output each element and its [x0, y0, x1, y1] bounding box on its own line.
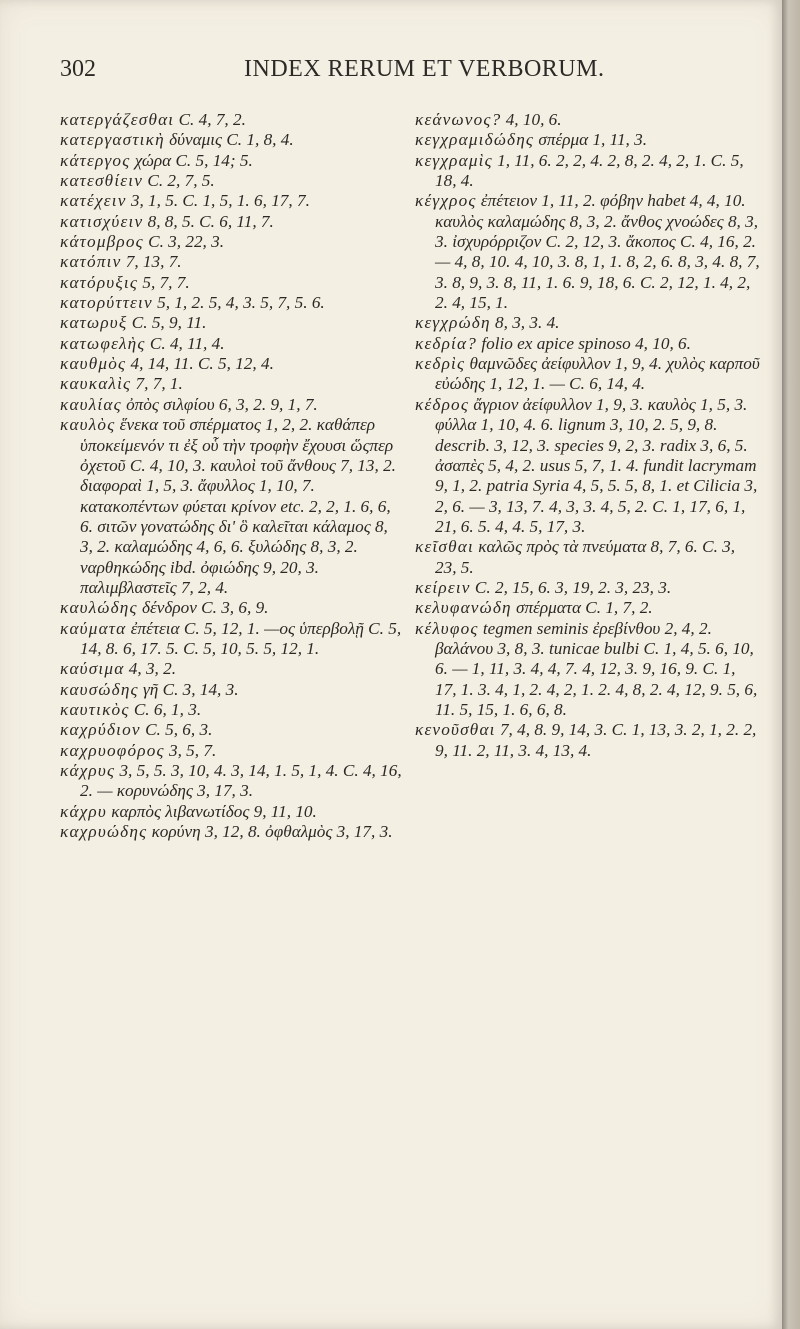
entry-lemma: κατεσθίειν: [60, 171, 144, 191]
entry-references: ἕνεκα τοῦ σπέρματος 1, 2, 2. καθάπερ ὑποκείμενόν τι ἐξ οὗ τὴν τροφὴν ἔχουσι ὥςπερ ὀχετοῦ C. 4, 10, 3. καυλοὶ τοῦ ἄνθους 7, 13, 2. διαφοραὶ 1, 5, 3. ἄφυλλος 1, 10, 7. κατακοπέντων φύεται κρίνον etc. 2, 2, 1. 6, 6, 6. σιτῶν γονατώδης δι' ὃ καλεῖται κάλαμος 8, 3, 2. καλαμώδης 4, 6, 6. ξυλώδης 8, 3, 2. ναρθηκώδης ibd. ὀφιώδης 9, 20, 3. παλιμβλαστεῖς 7, 2, 4.: [80, 415, 396, 597]
entry-lemma: κατορύττειν: [60, 293, 153, 313]
index-entry: [60, 334, 405, 354]
entry-lemma: κέλυφος: [415, 618, 479, 638]
entry-references: δύναμις C. 1, 8, 4.: [169, 130, 294, 150]
entry-references: 3, 1, 5. C. 1, 5, 1. 6, 17, 7.: [130, 191, 310, 211]
index-entry: [60, 598, 405, 618]
entry-lemma: κατέχειν: [60, 191, 127, 211]
entry-lemma: κάτομβρος: [60, 232, 144, 252]
index-entry: [60, 130, 405, 150]
entry-lemma: κατόπιν: [60, 252, 122, 272]
index-entry: [415, 334, 760, 354]
entry-lemma: κάτεργος: [60, 150, 131, 170]
index-column-left: [60, 110, 405, 842]
index-entry: [60, 720, 405, 740]
index-entry: [60, 395, 405, 415]
entry-references: C. 2, 7, 5.: [147, 171, 215, 191]
entry-references: 1, 11, 6. 2, 2, 4. 2, 8, 2. 4, 2, 1. C. 5, 18, 4.: [435, 150, 744, 191]
entry-lemma: κατόρυξις: [60, 272, 139, 292]
entry-references: C. 3, 22, 3.: [148, 232, 225, 252]
entry-references: γῆ C. 3, 14, 3.: [143, 679, 239, 699]
page-number: 302: [60, 56, 96, 82]
entry-references: σπέρματα C. 1, 7, 2.: [516, 598, 653, 618]
entry-references: δένδρον C. 3, 6, 9.: [141, 598, 269, 618]
index-entry: [60, 171, 405, 191]
index-entry: [60, 761, 405, 802]
entry-lemma: καχρυώδης: [60, 822, 148, 842]
index-entry: [415, 619, 760, 721]
index-entry: [415, 130, 760, 150]
entry-lemma: κέγχρος: [415, 191, 477, 211]
index-entry: [60, 619, 405, 660]
entry-lemma: κατεργαστικὴ: [60, 130, 165, 150]
entry-lemma: κάχρυ: [60, 801, 107, 821]
entry-lemma: καυλίας: [60, 394, 122, 414]
running-header: [60, 56, 760, 96]
entry-references: C. 5, 6, 3.: [145, 720, 213, 740]
entry-references: καρπὸς λιβανωτίδος 9, 11, 10.: [111, 801, 317, 821]
entry-lemma: κείρειν: [415, 577, 471, 597]
entry-lemma: καυλώδης: [60, 598, 138, 618]
entry-references: 7, 7, 1.: [135, 374, 183, 394]
entry-lemma: κεγχραμιδώδης: [415, 130, 535, 150]
entry-lemma: κεγχραμὶς: [415, 150, 493, 170]
entry-references: χώρα C. 5, 14; 5.: [134, 150, 253, 170]
entry-references: folio ex apice spinoso 4, 10, 6.: [481, 333, 691, 353]
index-entry: [415, 537, 760, 578]
entry-lemma: καχρύδιον: [60, 720, 141, 740]
entry-references: 4, 10, 6.: [505, 110, 562, 129]
index-entry: [60, 252, 405, 272]
index-entry: [415, 110, 760, 130]
index-entry: [60, 212, 405, 232]
entry-references: C. 2, 15, 6. 3, 19, 2. 3, 23, 3.: [474, 577, 672, 597]
entry-lemma: καύσιμα: [60, 659, 125, 679]
entry-lemma: κατωρυξ: [60, 313, 128, 333]
entry-references: ἐπέτειον 1, 11, 2. φόβην habet 4, 4, 10. καυλὸς καλαμώδης 8, 3, 2. ἄνθος χνοώδες 8, 3, 3. ἰσχυρόρριζον C. 2, 12, 3. ἄκοπος C. 4, 16, 2. — 4, 8, 10. 4, 10, 3. 8, 1, 1. 8, 2, 6. 8, 3, 4. 8, 7, 3. 8, 9, 3. 8, 11, 1. 6. 9, 18, 6. C. 2, 12, 1. 4, 2, 2. 4, 15, 1.: [435, 191, 760, 313]
entry-lemma: καυτικὸς: [60, 699, 130, 719]
entry-references: θαμνῶδες ἀείφυλλον 1, 9, 4. χυλὸς καρποῦ εὐώδης 1, 12, 1. — C. 6, 14, 4.: [435, 354, 760, 394]
entry-lemma: κελυφανώδη: [415, 598, 512, 618]
entry-lemma: κεδρὶς: [415, 354, 466, 374]
index-entry: [415, 578, 760, 598]
index-entry: [60, 802, 405, 822]
entry-references: 8, 3, 3. 4.: [495, 313, 560, 333]
entry-lemma: κεάνωνος?: [415, 110, 502, 129]
entry-references: καλῶς πρὸς τὰ πνεύματα 8, 7, 6. C. 3, 23, 5.: [435, 537, 736, 577]
entry-lemma: κατεργάζεσθαι: [60, 110, 175, 129]
entry-references: 5, 7, 7.: [142, 272, 190, 292]
index-entry: [60, 822, 405, 842]
entry-references: 4, 14, 11. C. 5, 12, 4.: [130, 354, 274, 374]
index-column-right: [415, 110, 760, 761]
entry-lemma: καυλὸς: [60, 415, 116, 435]
entry-lemma: κάχρυς: [60, 761, 116, 780]
entry-references: κορύνη 3, 12, 8. ὀφθαλμὸς 3, 17, 3.: [151, 822, 393, 842]
index-entry: [415, 191, 760, 313]
index-entry: [60, 151, 405, 171]
entry-references: ἄγριον ἀείφυλλον 1, 9, 3. καυλὸς 1, 5, 3. φύλλα 1, 10, 4. 6. lignum 3, 10, 2. 5, 9, 8. describ. 3, 12, 3. species 9, 2, 3. radix 3, 6, 5. ἀσαπὲς 5, 4, 2. usus 5, 7, 1. 4. fundit lacrymam 9, 1, 2. patria Syria 4, 5, 5. 5, 8, 1. et Cilicia 3, 2, 6. — 3, 13, 7. 4, 3, 3. 4, 5, 2. C. 1, 17, 6, 1, 21, 6. 5. 4, 4. 5, 17, 3.: [435, 394, 758, 536]
index-entry: [60, 273, 405, 293]
entry-lemma: κενοῦσθαι: [415, 720, 496, 740]
entry-lemma: κεῖσθαι: [415, 537, 474, 557]
index-entry: [60, 680, 405, 700]
entry-lemma: καυθμὸς: [60, 354, 127, 374]
index-entry: [415, 598, 760, 618]
index-entry: [60, 659, 405, 679]
running-title: INDEX RERUM ET VERBORUM.: [244, 56, 605, 82]
entry-lemma: κεγχρώδη: [415, 313, 491, 333]
entry-lemma: κατωφελὴς: [60, 333, 146, 353]
index-entry: [415, 354, 760, 395]
index-entry: [415, 151, 760, 192]
entry-references: σπέρμα 1, 11, 3.: [538, 130, 648, 150]
entry-references: 7, 13, 7.: [125, 252, 182, 272]
page-edge: [782, 0, 800, 1329]
index-entry: [415, 313, 760, 333]
entry-references: C. 4, 7, 2.: [178, 110, 246, 129]
entry-lemma: καύματα: [60, 618, 127, 638]
index-entry: [60, 232, 405, 252]
index-entry: [60, 191, 405, 211]
entry-lemma: καχρυοφόρος: [60, 740, 165, 760]
entry-lemma: καυσώδης: [60, 679, 139, 699]
entry-lemma: κέδρος: [415, 394, 470, 414]
entry-references: 3, 5, 5. 3, 10, 4. 3, 14, 1. 5, 1, 4. C. 4, 16, 2. — κορυνώδης 3, 17, 3.: [80, 761, 402, 801]
index-entry: [60, 110, 405, 130]
index-entry: [60, 415, 405, 598]
index-entry: [60, 700, 405, 720]
index-entry: [415, 395, 760, 537]
entry-references: ἐπέτεια C. 5, 12, 1. —ος ὑπερβολῇ C. 5, 14, 8. 6, 17. 5. C. 5, 10, 5. 5, 12, 1.: [80, 618, 402, 658]
entry-references: 8, 8, 5. C. 6, 11, 7.: [147, 211, 274, 231]
entry-lemma: κεδρία?: [415, 333, 478, 353]
entry-references: C. 4, 11, 4.: [149, 333, 225, 353]
entry-references: 5, 1, 2. 5, 4, 3. 5, 7, 5. 6.: [157, 293, 325, 313]
index-entry: [60, 374, 405, 394]
entry-references: 4, 3, 2.: [128, 659, 177, 679]
index-entry: [60, 354, 405, 374]
index-entry: [60, 313, 405, 333]
entry-references: 3, 5, 7.: [168, 740, 217, 760]
index-entry: [60, 293, 405, 313]
entry-references: ὀπὸς σιλφίου 6, 3, 2. 9, 1, 7.: [126, 394, 318, 414]
entry-lemma: κατισχύειν: [60, 211, 144, 231]
entry-references: 7, 4, 8. 9, 14, 3. C. 1, 13, 3. 2, 1, 2. 2, 9, 11. 2, 11, 3. 4, 13, 4.: [435, 720, 757, 760]
entry-references: C. 5, 9, 11.: [131, 313, 207, 333]
index-entry: [60, 741, 405, 761]
index-entry: [415, 720, 760, 761]
entry-references: C. 6, 1, 3.: [133, 699, 202, 719]
entry-references: tegmen seminis ἐρεβίνθου 2, 4, 2. βαλάνου 3, 8, 3. tunicae bulbi C. 1, 4, 5. 6, 10, 6. — 1, 11, 3. 4, 4, 7. 4, 12, 3. 9, 16, 9. C. 1, 17, 1. 3. 4, 1, 2. 4, 2, 1. 2. 4, 8, 2. 4, 12, 9. 5, 6, 11. 5, 15, 1. 6, 6, 8.: [435, 618, 758, 719]
entry-lemma: καυκαλὶς: [60, 374, 132, 394]
